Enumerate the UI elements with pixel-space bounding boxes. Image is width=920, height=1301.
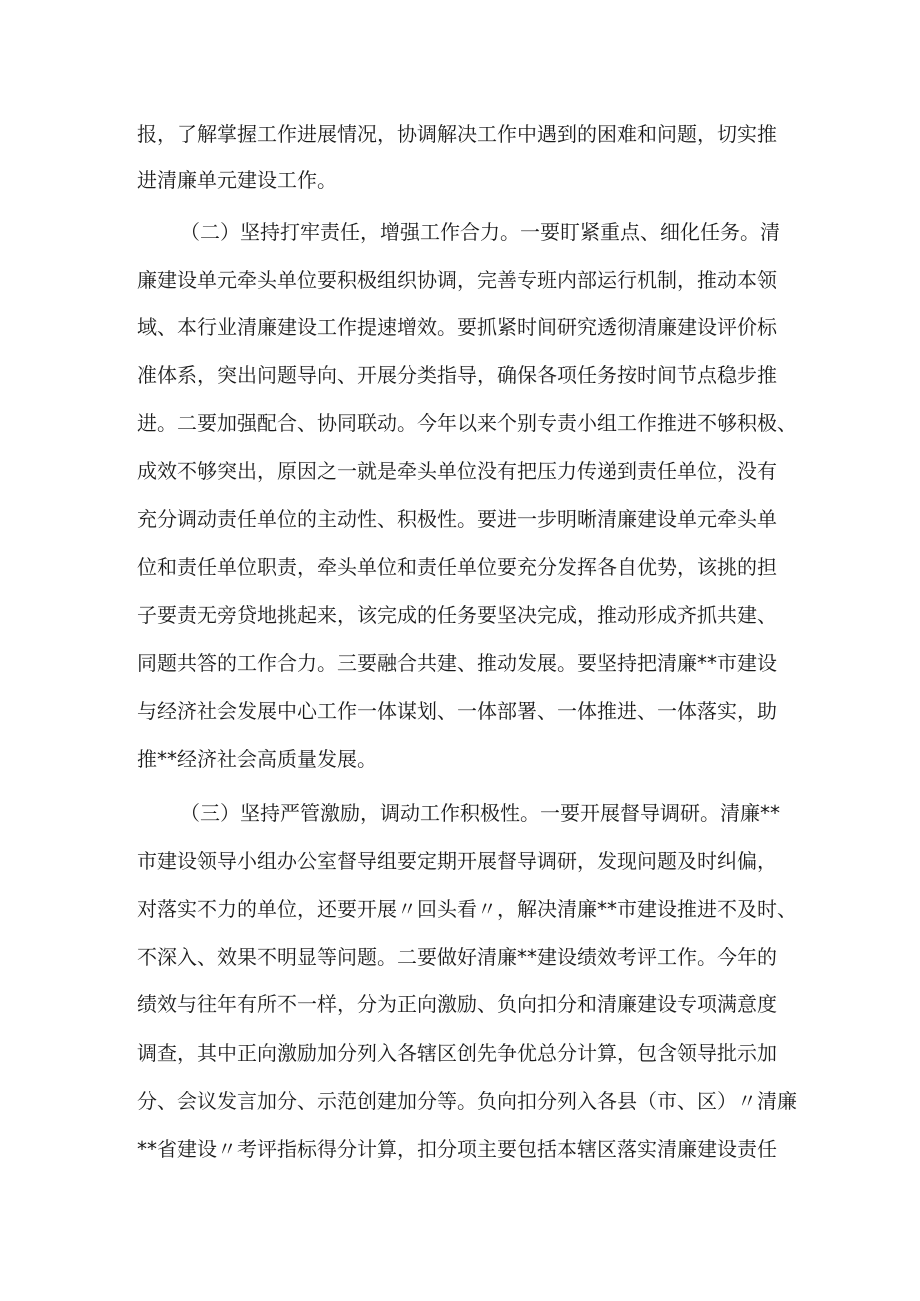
text-line: 报，了解掌握工作进展情况，协调解决工作中遇到的困难和问题，切实推: [137, 122, 777, 146]
text-line: 不深入、效果不明显等问题。二要做好清廉**建设绩效考评工作。今年的: [137, 945, 777, 969]
text-line: 绩效与往年有所不一样，分为正向激励、负向扣分和清廉建设专项满意度: [137, 992, 777, 1016]
text-line: 域、本行业清廉建设工作提速增效。要抓紧时间研究透彻清廉建设评价标: [137, 315, 777, 339]
text-line: 与经济社会发展中心工作一体谋划、一体部署、一体推进、一体落实，助: [137, 699, 777, 723]
text-line: 成效不够突出，原因之一就是牵头单位没有把压力传递到责任单位，没有: [137, 459, 777, 483]
text-line: 同题共答的工作合力。三要融合共建、推动发展。要坚持把清廉**市建设: [137, 651, 777, 675]
text-line: 对落实不力的单位，还要开展〃回头看〃，解决清廉**市建设推进不及时、: [137, 897, 797, 921]
text-line: 进清廉单元建设工作。: [137, 168, 337, 192]
text-line: 调查，其中正向激励加分列入各辖区创先争优总分计算，包含领导批示加: [137, 1041, 777, 1065]
text-line: 市建设领导小组办公室督导组要定期开展督导调研，发现问题及时纠偏，: [137, 849, 777, 873]
text-line: 廉建设单元牵头单位要积极组织协调，完善专班内部运行机制，推动本领: [137, 268, 777, 292]
text-line: 充分调动责任单位的主动性、积极性。要进一步明晰清廉建设单元牵头单: [137, 507, 777, 531]
text-line: 子要责无旁贷地挑起来，该完成的任务要坚决完成，推动形成齐抓共建、: [137, 603, 777, 627]
text-line: 推**经济社会高质量发展。: [137, 747, 377, 771]
text-line: 位和责任单位职责，牵头单位和责任单位要充分发挥各自优势，该挑的担: [137, 555, 777, 579]
text-line: 准体系，突出问题导向、开展分类指导，确保各项任务按时间节点稳步推: [137, 363, 777, 387]
text-line: **省建设〃考评指标得分计算，扣分项主要包括本辖区落实清廉建设责任: [137, 1137, 777, 1161]
text-line: 分、会议发言加分、示范创建加分等。负向扣分列入各县（市、区）〃清廉: [137, 1089, 797, 1113]
text-line: （二）坚持打牢责任，增强工作合力。一要盯紧重点、细化任务。清: [180, 220, 780, 244]
text-line: 进。二要加强配合、协同联动。今年以来个别专责小组工作推进不够积极、: [137, 411, 797, 435]
text-line: （三）坚持严管激励，调动工作积极性。一要开展督导调研。清廉**: [180, 801, 780, 825]
